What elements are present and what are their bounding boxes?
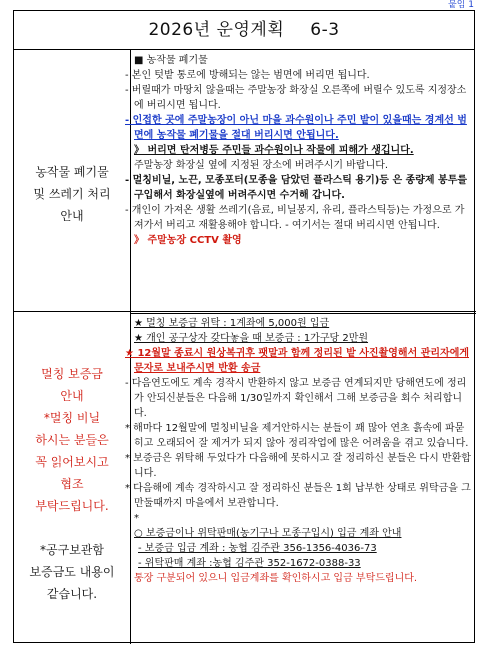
- section1-warning-line: - 인접한 곳에 주말농장이 아닌 마을 과수원이나 주민 밭이 있을때는 경계선 범면에 농작물 폐기물을 절대 버리시면 안됩니다.: [125, 115, 467, 141]
- section1-cctv-line: 》 주말농장 CCTV 촬영: [134, 235, 242, 246]
- section2-label-line: 같습니다.: [46, 587, 98, 601]
- section1-label-line: 농작물 폐기물: [35, 165, 109, 179]
- section2-line: ★ 개인 공구상자 갖다놓을 때 보증금 : 1가구당 2만원: [134, 333, 369, 344]
- section2-label-line: *공구보관함: [40, 543, 104, 557]
- section2-line: * 보증금은 위탁해 두었다가 다음해에 못하시고 잘 정리하신 분들은 다시 반환합니다.: [125, 453, 471, 479]
- section1-label: [14, 161, 130, 227]
- section2-label-line: 협조: [60, 477, 84, 491]
- section2-line: - 다음연도에도 계속 경작시 반환하지 않고 보증금 연계되지만 당해연도에 정리가 안되신분들은 다음해 1/30일까지 확인해서 그해 보증금을 회수 처리합니다.: [125, 378, 467, 419]
- section2-content: [125, 316, 472, 586]
- section1-mulch-line: - 멀칭비닐, 노끈, 모종포터(모종을 담았던 플라스틱 용기)등 은 종량제 봉투를 구입해서 화장실옆에 버려주시면 수거해 갑니다.: [125, 175, 468, 201]
- section2-label: [14, 363, 130, 605]
- section1-line: - 버릴때가 마땅치 않을때는 주말농장 화장실 오른쪽에 버릴수 있도록 지정장소에 버리시면 됩니다.: [125, 85, 467, 111]
- section2-refund-line: ★ 12월말 종료시 원상복귀후 팻말과 함께 정리된 밭 사진촬영해서 관리자에게 문자로 보내주시면 반환 송금: [125, 348, 470, 374]
- section1-content: [125, 53, 472, 248]
- account-notice: 통장 구분되어 있으니 입금계좌를 확인하시고 입금 부탁드립니다.: [134, 573, 418, 584]
- section1-line: 주말농장 화장실 옆에 지정된 장소에 버려주시기 바랍니다.: [134, 160, 389, 171]
- section1-line: - 본인 텃밭 통로에 방해되는 않는 범면에 버리면 됩니다.: [125, 70, 370, 81]
- title-main: 2026년 운영계획: [148, 20, 285, 40]
- section2-label-line: 부탁드립니다.: [35, 499, 109, 513]
- consignment-account: - 위탁판매 계좌 :농협 김주관 352-1672-0388-33: [138, 558, 361, 569]
- section2-line: *: [134, 513, 139, 524]
- section2-label-line: 보증금도 내용이: [29, 565, 115, 579]
- section2-label-line: 꼭 읽어보시고: [35, 455, 109, 469]
- corner-mark: 붙임 1: [448, 0, 474, 10]
- plan-sheet: [13, 10, 475, 643]
- section2-label-line: 안내: [60, 389, 84, 403]
- section2-line: * 해마다 12월말에 멀칭비닐을 제거안하시는 분들이 꽤 많아 연초 흙속에 파묻히고 오래되어 잘 제거가 되지 않아 정리작업에 많은 어려움을 겪고 있습니다.: [125, 423, 469, 449]
- deposit-account: - 보증금 입금 계좌 : 농협 김주관 356-1356-4036-73: [138, 543, 377, 554]
- section2-label-line: 멀칭 보증금: [41, 367, 103, 381]
- section1-pest-line: 》 버리면 탄저병등 주민들 과수원이나 작물에 피해가 생깁니다.: [134, 145, 414, 156]
- section2-label-line: *멀칭 비닐: [43, 411, 101, 425]
- section1-label-line: 안내: [60, 209, 84, 223]
- section2-label-line: 하시는 분들은: [35, 433, 109, 447]
- section-divider-right: [130, 311, 476, 314]
- page-title: [14, 11, 474, 50]
- section-divider-left: [14, 311, 130, 312]
- account-guide-title: ○ 보증금이나 위탁판매(농기구나 모종구입시) 입금 계좌 안내: [134, 528, 402, 539]
- section2-label-gap: [14, 517, 130, 539]
- section2-line: ★ 멀칭 보증금 위탁 : 1계좌에 5,000원 입금: [134, 318, 330, 329]
- section1-header: ■ 농작물 폐기물: [134, 55, 208, 66]
- section1-line: - 개인이 가져온 생활 쓰레기(음료, 비닐봉지, 유리, 플라스틱등)는 가정으로 가져가서 버리고 재활용해야 합니다. - 여기서는 절대 버리시면 안됩니다.: [125, 205, 465, 231]
- title-number: 6-3: [310, 20, 340, 40]
- section2-line: * 다음해에 계속 경작하시고 잘 정리하신 분들은 1회 납부한 상태로 위탁금을 그만둘때까지 마을에서 보관합니다.: [125, 483, 471, 509]
- section1-label-line: 및 쓰레기 처리: [33, 187, 111, 201]
